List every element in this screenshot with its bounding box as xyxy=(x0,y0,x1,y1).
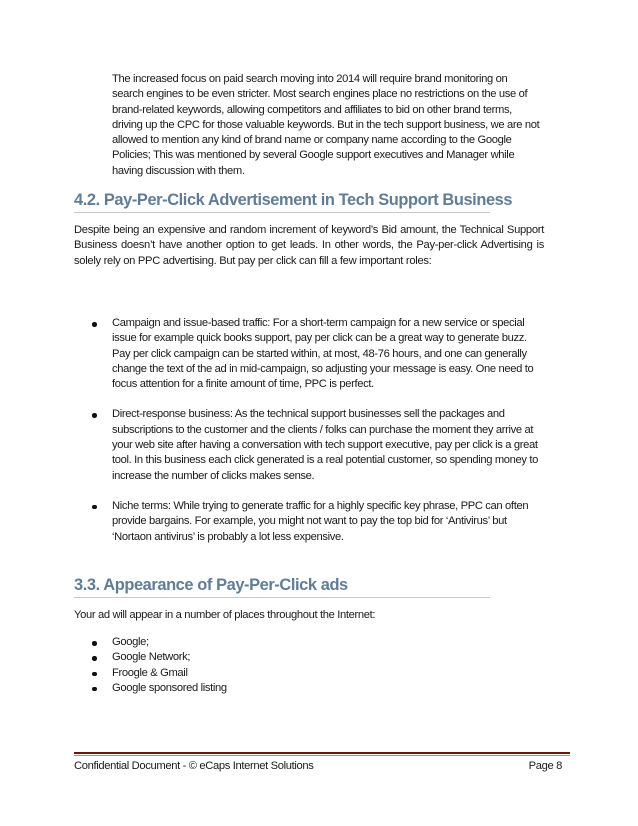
list-item xyxy=(112,316,544,392)
intro-paragraph: The increased focus on paid search moving into 2014 will require brand monitoring on search engines to be even stricter. Most search engines place no restrictions on the use of brand-related keywords, allowing competitors and affiliates to bid on other brand terms, driving up the CPC for those valuable keywords. But in the tech support business, we are not allowed to mention any kind of brand name or company name according to the Google Policies; This was mentioned by several Google support executives and Manager while having discussion with them. xyxy=(112,73,540,177)
section-4-2-paragraph: Despite being an expensive and random increment of keyword’s Bid amount, the Technical Support Business doesn’t have another option to get leads. In other words, the Pay-per-click Advertising is solely rely on PPC advertising. But pay per click can fill a few important roles: xyxy=(74,224,544,267)
bullet-icon xyxy=(92,656,97,661)
bullet-icon xyxy=(92,687,97,692)
section-3-3-bullet-list xyxy=(112,635,544,696)
list-item xyxy=(112,407,544,483)
bullet-icon xyxy=(92,641,97,646)
section-heading-4-2: 4.2. Pay-Per-Click Advertisement in Tech Support Business xyxy=(74,191,513,209)
footer-divider xyxy=(74,752,570,754)
bullet-icon xyxy=(92,413,97,418)
heading-underline xyxy=(74,597,490,598)
footer-confidential-notice: Confidential Document - © eCaps Internet Solutions xyxy=(74,760,314,772)
footer-page-number: Page 8 xyxy=(528,760,562,772)
heading-underline xyxy=(74,212,490,213)
section-4-2-bullet-list xyxy=(112,316,544,560)
bullet-icon xyxy=(92,672,97,677)
list-item xyxy=(112,666,544,681)
list-item xyxy=(112,650,544,665)
list-item-text: Campaign and issue-based traffic: For a short-term campaign for a new service or special issue for example quick books support, pay per click can be a great way to generate buzz. Pay per click campaign can be started within, at most, 48-76 hours, and one can generally change the text of the ad in mid-campaign, so adjusting your message is easy. One need to focus attention for a finite amount of time, PPC is perfect. xyxy=(112,317,534,391)
bullet-icon xyxy=(92,505,97,510)
section-3-3-paragraph: Your ad will appear in a number of places throughout the Internet: xyxy=(74,609,376,621)
list-item xyxy=(112,499,544,545)
section-heading-3-3: 3.3. Appearance of Pay-Per-Click ads xyxy=(74,576,348,594)
bullet-icon xyxy=(92,322,97,327)
list-item-text: Niche terms: While trying to generate traffic for a highly specific key phrase, PPC can often provide bargains. For example, you might not want to pay the top bid for ‘Antivirus’ but ‘Nortaon antivirus’ is probably a lot less expensive. xyxy=(112,499,529,543)
footer-divider-thin xyxy=(74,755,570,756)
list-item-text: Froogle & Gmail xyxy=(112,666,188,679)
list-item-text: Google sponsored listing xyxy=(112,681,227,694)
list-item-text: Google; xyxy=(112,636,149,648)
list-item xyxy=(112,681,544,696)
list-item-text: Direct-response business: As the technical support businesses sell the packages and subscriptions to the customer and the clients / folks can purchase the moment they arrive at your web site after having a conversation with tech support executive, pay per click is a great tool. In this business each click generated is a real potential customer, so spending money to increase the number of clicks makes sense. xyxy=(112,408,539,482)
list-item xyxy=(112,635,544,650)
list-item-text: Google Network; xyxy=(112,651,191,664)
